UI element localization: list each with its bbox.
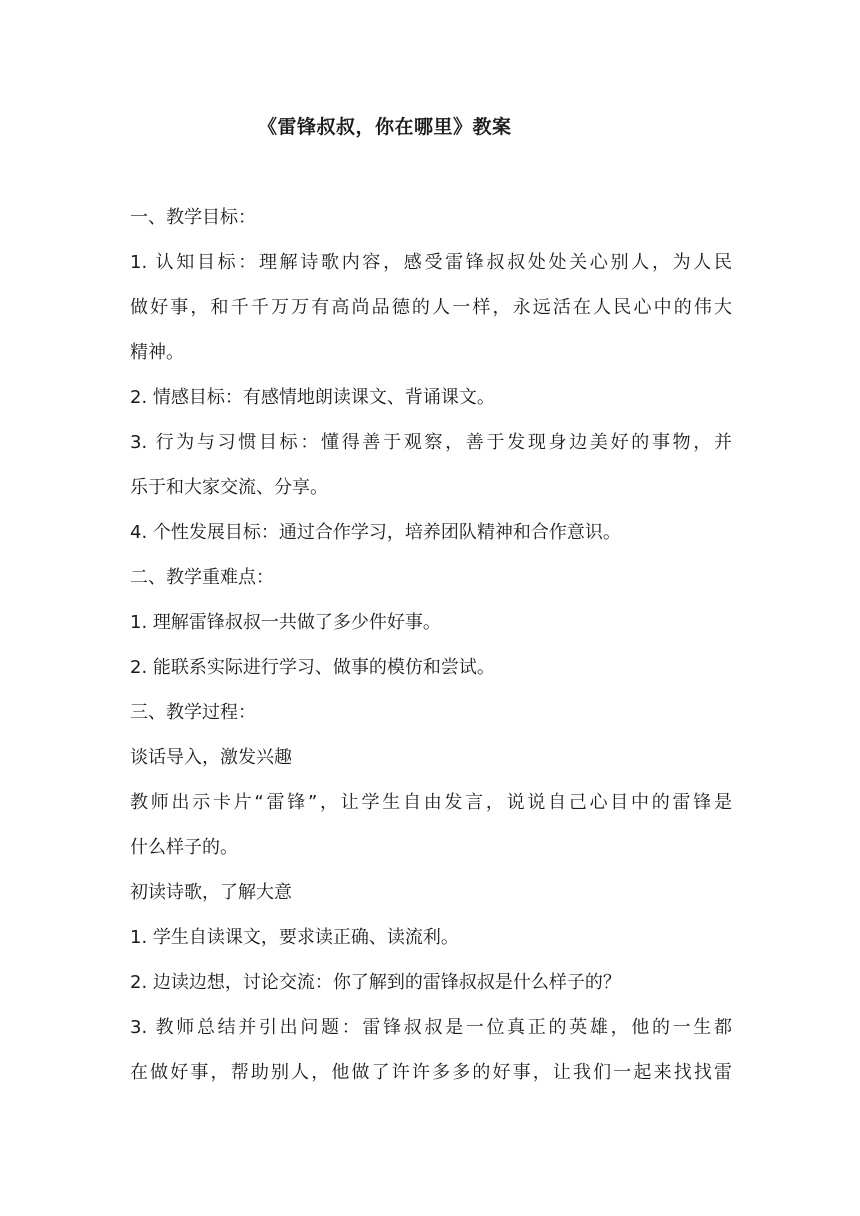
paragraph-line: 1. 认知目标：理解诗歌内容，感受雷锋叔叔处处关心别人，为人民 [130, 252, 732, 273]
paragraph-line: 4. 个性发展目标：通过合作学习，培养团队精神和合作意识。 [130, 522, 621, 543]
paragraph-line: 2. 边读边想，讨论交流：你了解到的雷锋叔叔是什么样子的？ [130, 972, 621, 993]
section-heading-process: 三、教学过程： [130, 702, 256, 723]
section-heading-objectives: 一、教学目标： [130, 207, 256, 228]
section-heading-key-points: 二、教学重难点： [130, 567, 274, 588]
document-title: 《雷锋叔叔，你在哪里》教案 [258, 116, 512, 138]
paragraph-line: 精神。 [130, 342, 184, 363]
document-body [130, 200, 732, 1100]
paragraph-line: 2. 能联系实际进行学习、做事的模仿和尝试。 [130, 657, 495, 678]
paragraph-line: 做好事，和千千万万有高尚品德的人一样，永远活在人民心中的伟大 [130, 297, 732, 318]
paragraph-line: 3. 行为与习惯目标：懂得善于观察，善于发现身边美好的事物，并 [130, 432, 732, 453]
paragraph-line: 在做好事，帮助别人，他做了许许多多的好事，让我们一起来找找雷 [130, 1062, 732, 1083]
paragraph-line: 1. 理解雷锋叔叔一共做了多少件好事。 [130, 612, 441, 633]
subheading-line: 初读诗歌，了解大意 [130, 882, 292, 903]
paragraph-line: 2. 情感目标：有感情地朗读课文、背诵课文。 [130, 387, 495, 408]
paragraph-line: 什么样子的。 [130, 837, 238, 858]
paragraph-line: 3. 教师总结并引出问题：雷锋叔叔是一位真正的英雄，他的一生都 [130, 1017, 732, 1038]
subheading-line: 谈话导入，激发兴趣 [130, 747, 292, 768]
paragraph-line: 1. 学生自读课文，要求读正确、读流利。 [130, 927, 459, 948]
paragraph-line: 教师出示卡片“雷锋”，让学生自由发言，说说自己心目中的雷锋是 [130, 792, 732, 813]
paragraph-line: 乐于和大家交流、分享。 [130, 477, 328, 498]
